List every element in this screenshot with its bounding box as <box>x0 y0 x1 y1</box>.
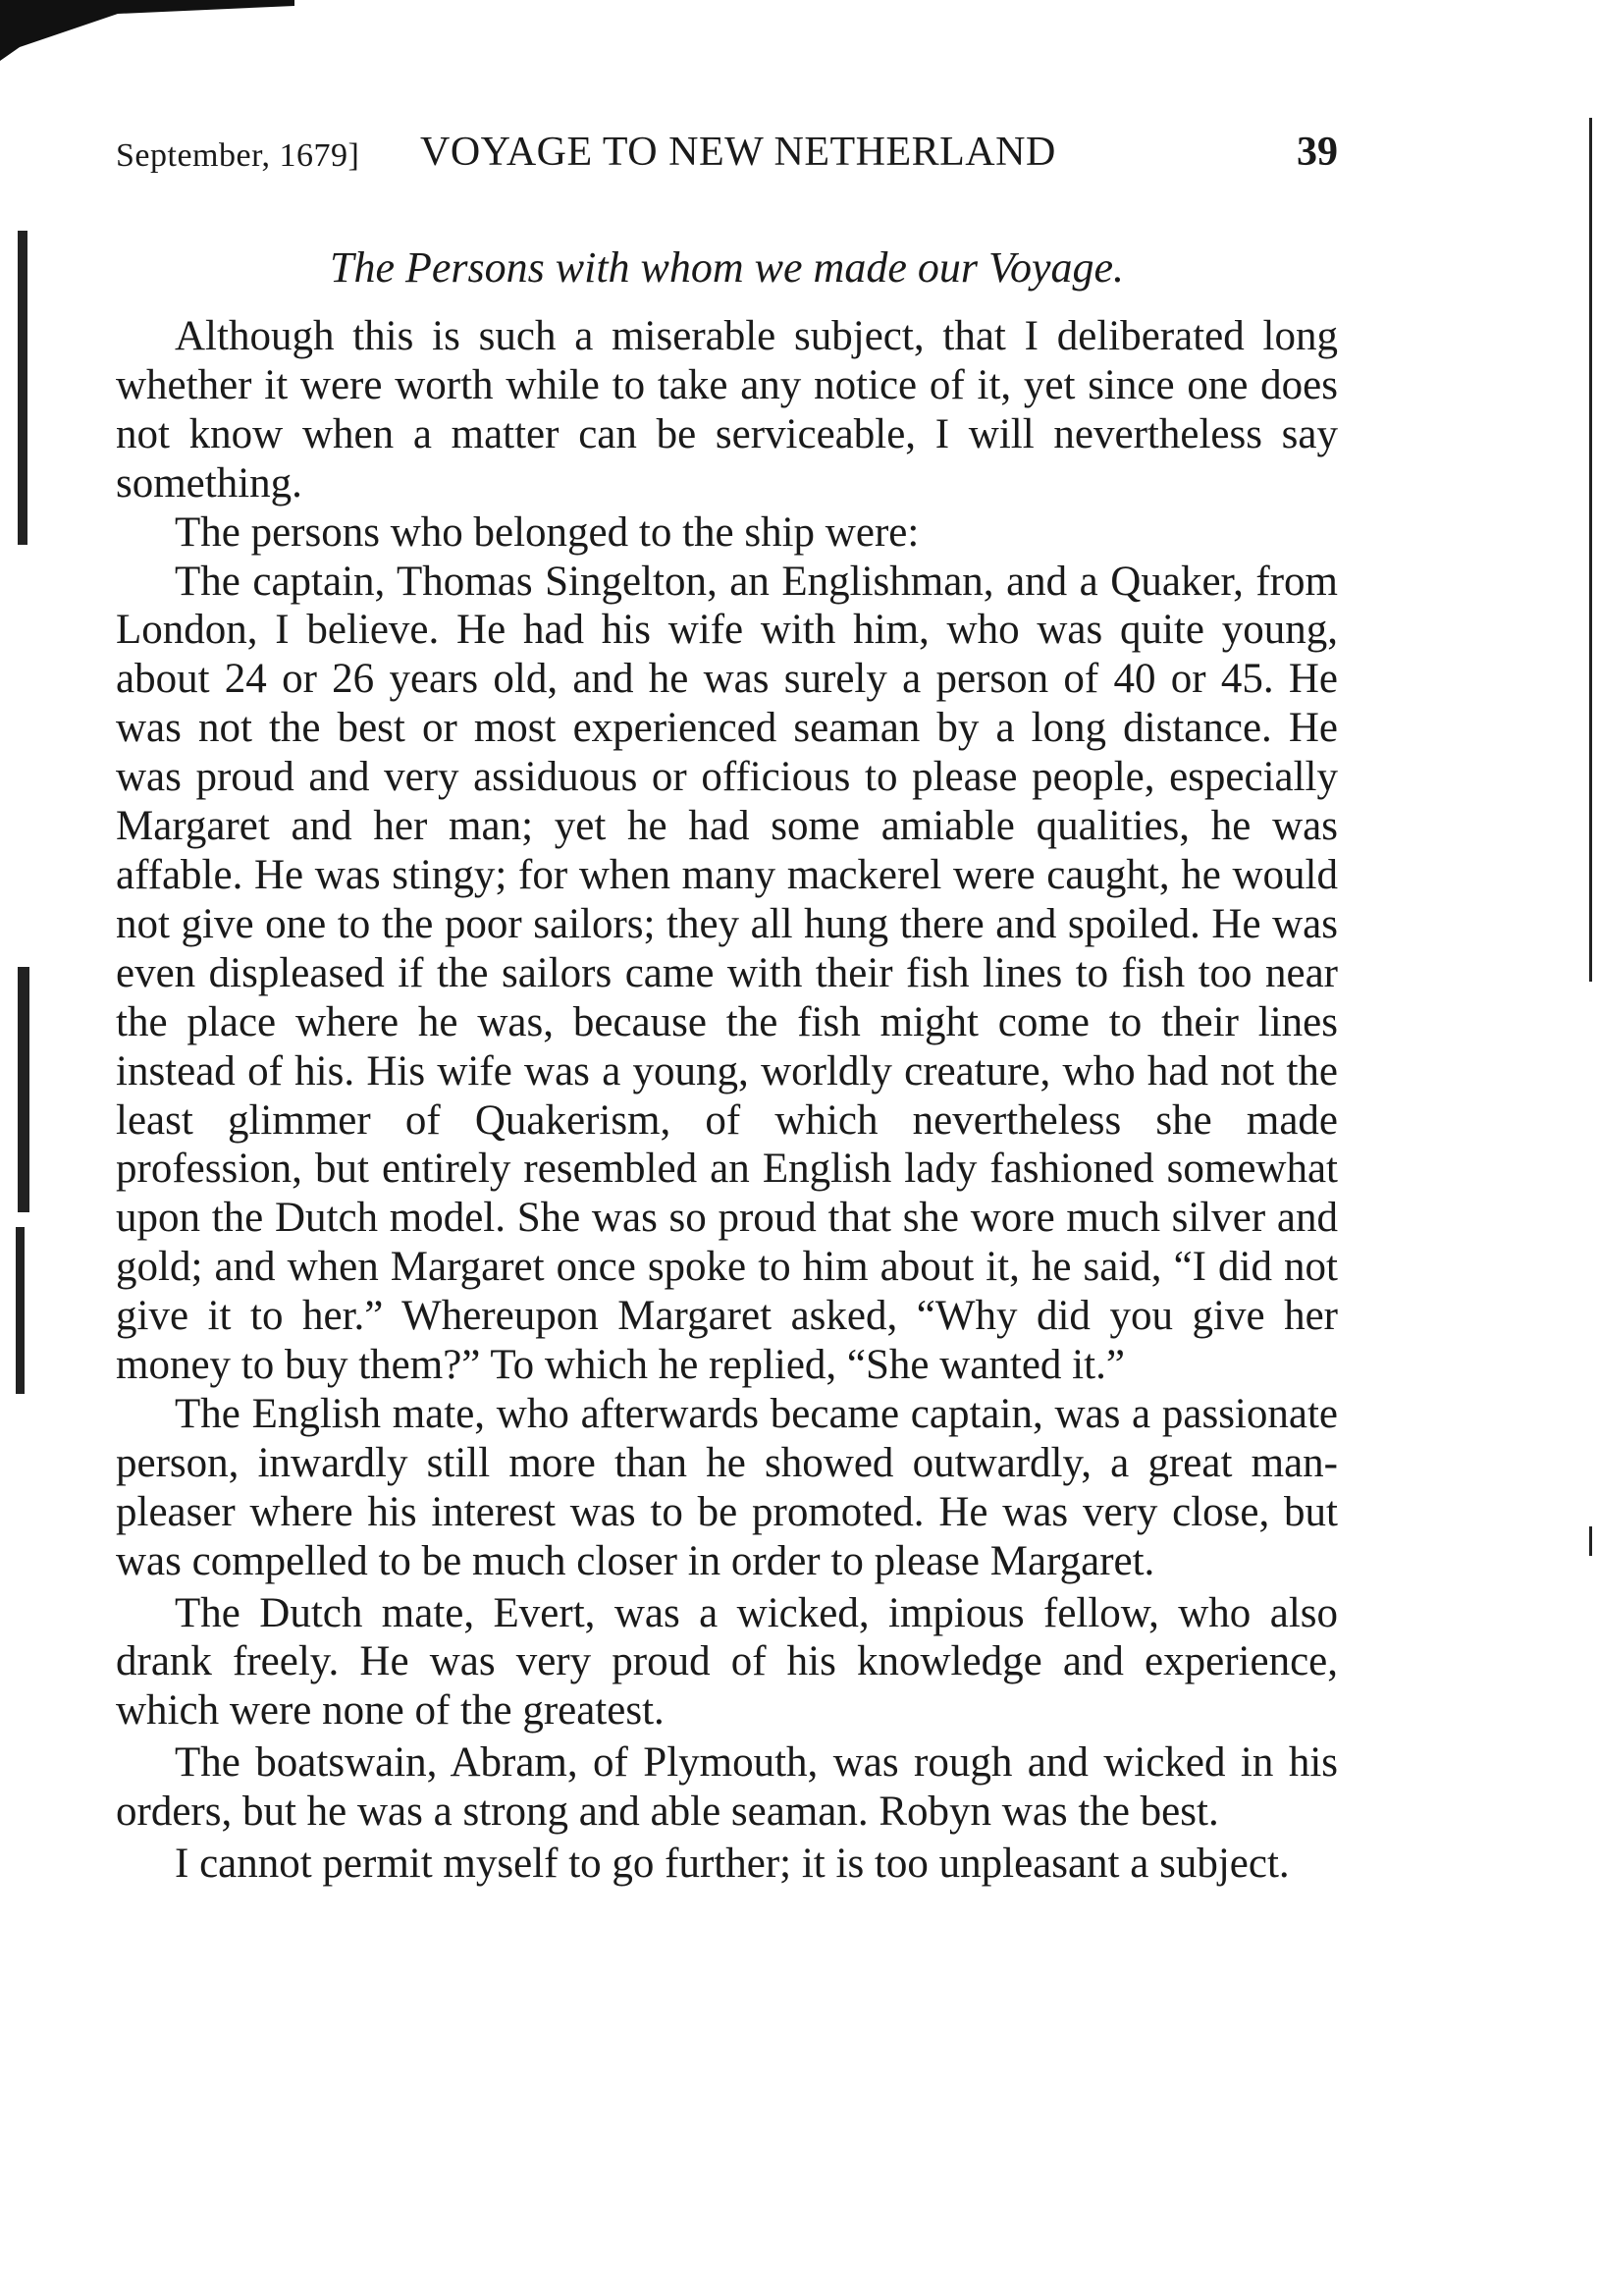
page-number: 39 <box>1297 130 1338 175</box>
paragraph: The captain, Thomas Singelton, an Englishman, and a Quaker, from London, I believe. He had his wife with him, who was quite young, about 24 or 26 years old, and he was surely a person of 40 or 45. He was not the best or most experienced seaman by a long distance. He was proud and very assiduous or officious to please people, especially Margaret and her man; yet he had some amiable qualities, he was affable. He was stingy; for when many mackerel were caught, he would not give one to the poor sailors; they all hung there and spoiled. He was even displeased if the sailors came with their fish lines to fish too near the place where he was, because the fish might come to their lines instead of his. His wife was a young, worldly creature, who had not the least glimmer of Quakerism, of which nevertheless she made profession, but entirely resembled an English lady fashioned somewhat upon the Dutch model. She was so proud that she wore much silver and gold; and when Margaret once spoke to him about it, he said, “I did not give it to her.” Whereupon Margaret asked, “Why did you give her money to buy them?” To which he replied, “She wanted it.” <box>116 558 1338 1389</box>
scan-edge-mark <box>18 231 27 545</box>
scan-edge-mark <box>1589 1526 1592 1556</box>
scan-edge-mark <box>16 1227 25 1394</box>
scan-edge-mark <box>18 967 29 1212</box>
paragraph: Although this is such a miserable subject, that I deliberated long whether it were worth while to take any notice of it, yet since one does not know when a matter can be serviceable, I will nevertheless say something. <box>116 313 1338 507</box>
section-title: The Persons with whom we made our Voyage. <box>329 243 1125 292</box>
header-date: September, 1679] <box>116 137 360 174</box>
body-text <box>116 312 1338 1889</box>
running-head <box>116 123 1338 182</box>
paragraph: The Dutch mate, Evert, was a wicked, impious fellow, who also drank freely. He was very proud of his knowledge and experience, which were none of the greatest. <box>116 1589 1338 1735</box>
scan-edge-mark <box>1589 118 1592 982</box>
paragraph: The persons who belonged to the ship were: <box>175 508 920 556</box>
paragraph: The English mate, who afterwards became captain, was a passionate person, inwardly still more than he showed outwardly, a great man-pleaser where his interest was to be promoted. He was very close, but was compelled to be much closer in order to please Margaret. <box>116 1390 1338 1584</box>
paragraph: The boatswain, Abram, of Plymouth, was rough and wicked in his orders, but he was a strong and able seaman. Robyn was the best. <box>116 1739 1338 1836</box>
header-title: VOYAGE TO NEW NETHERLAND <box>420 130 1056 175</box>
paragraph: I cannot permit myself to go further; it is too unpleasant a subject. <box>175 1841 1290 1888</box>
scan-corner-smudge <box>0 0 294 69</box>
